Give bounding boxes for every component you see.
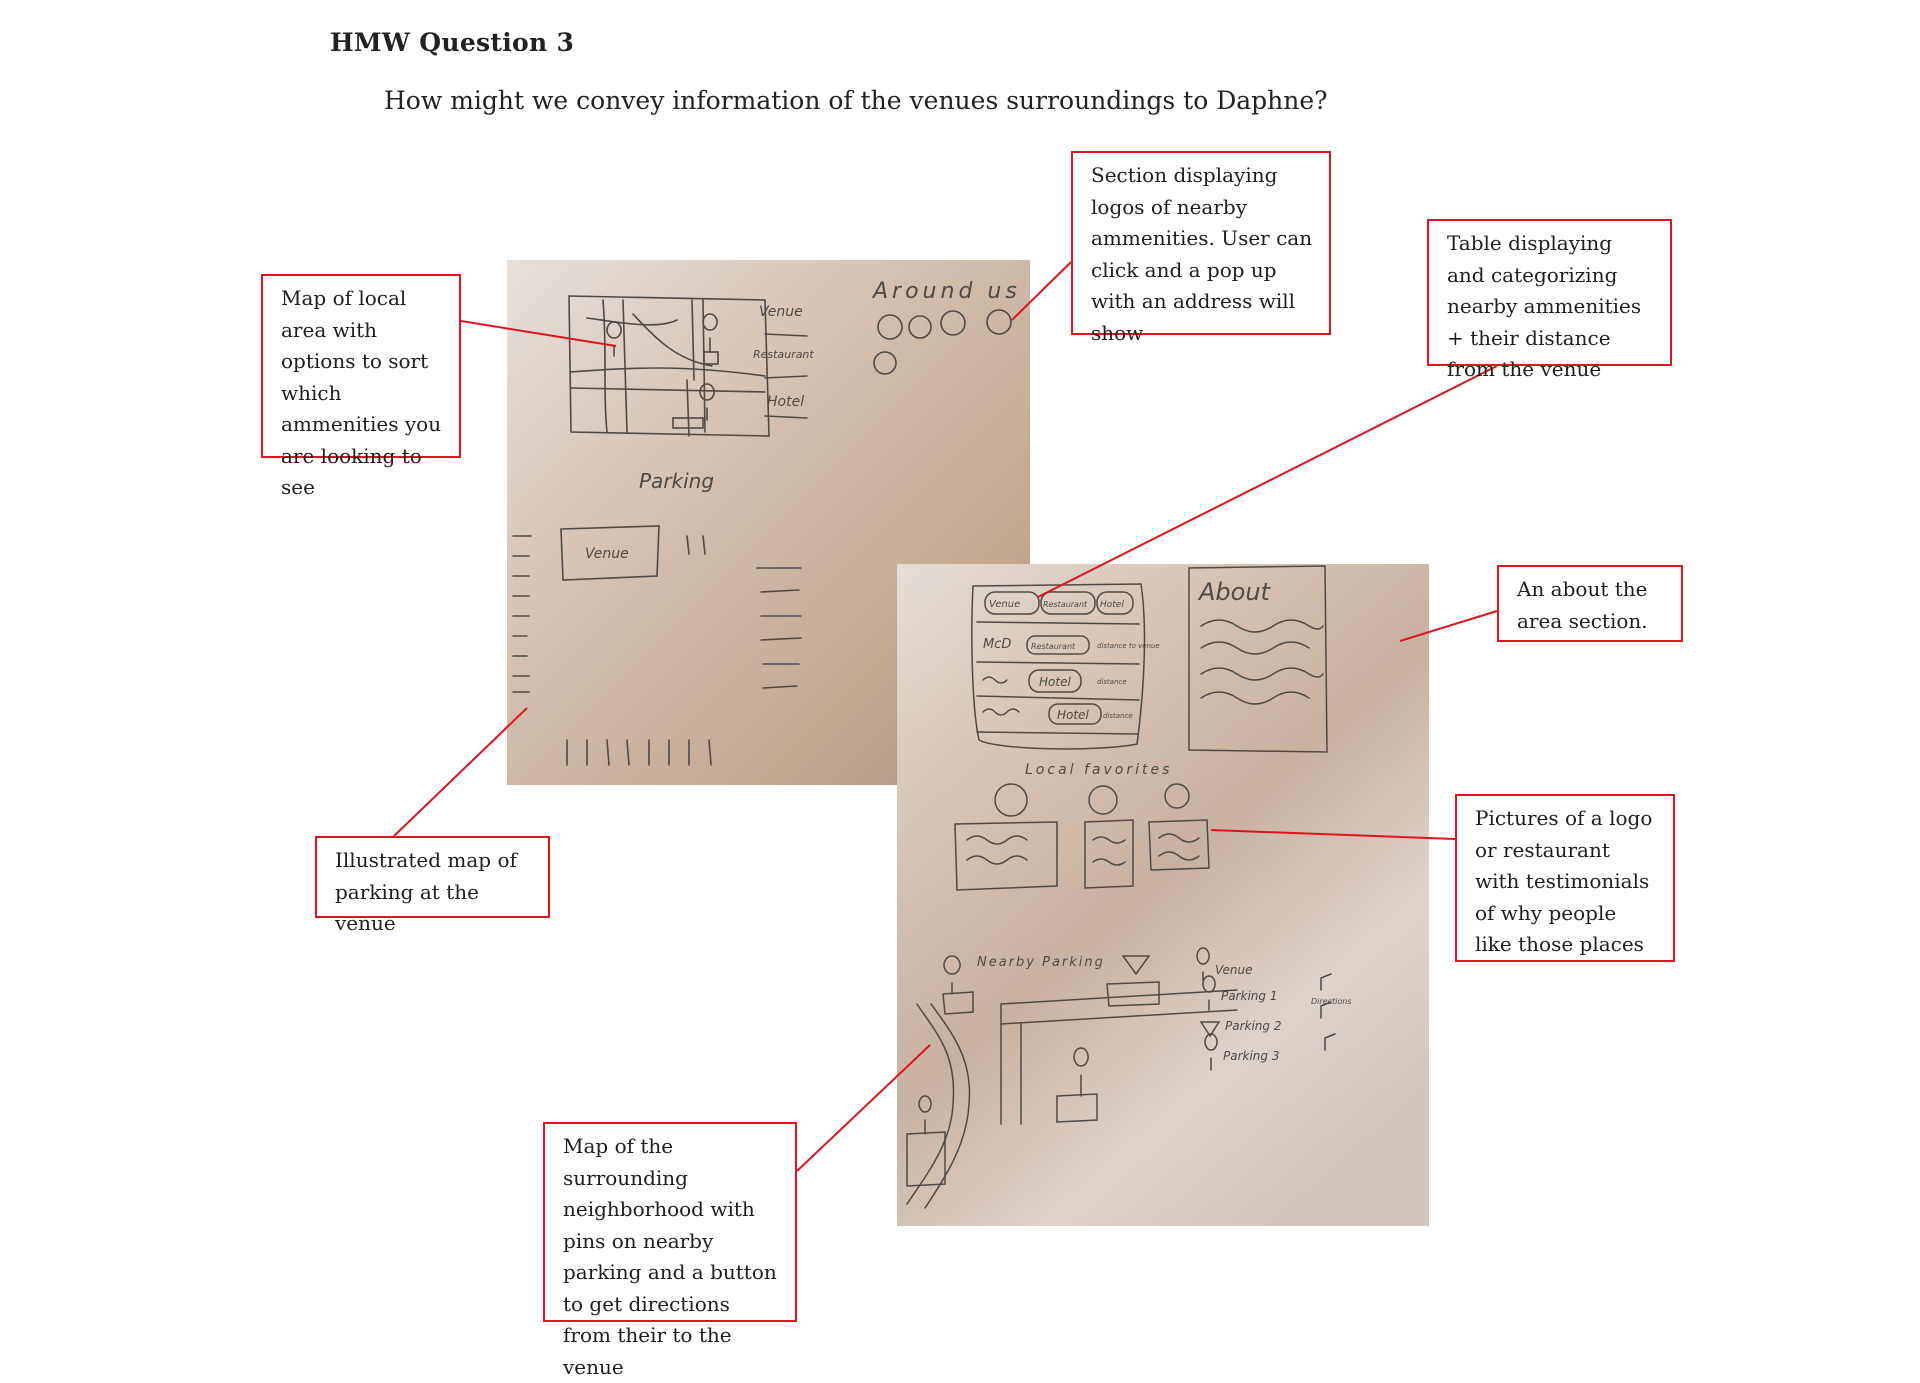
sketch1-hotel-label: Hotel — [767, 394, 805, 410]
sketch2-local-favorites: Local favorites — [1025, 762, 1173, 778]
note-amenity-table: Table displaying and categorizing nearby ammenities + their distance from the venue — [1427, 219, 1672, 366]
sketch2-about-label: About — [1199, 578, 1270, 606]
sketch2-legend-venue: Venue — [1215, 963, 1253, 977]
sketch1-venue-box-label: Venue — [585, 546, 629, 562]
sketch2-nearby-parking: Nearby Parking — [977, 955, 1105, 970]
sketch2-row1-tag: Restaurant — [1031, 642, 1076, 651]
sketch2-tab-venue: Venue — [989, 599, 1021, 610]
note-map-local-area: Map of local area with options to sort which ammenities you are looking to see — [261, 274, 461, 458]
sketch1-around-us: Around us — [873, 279, 1021, 304]
leader-amenity-table — [1038, 366, 1497, 597]
sketch2-row3-tag: Hotel — [1057, 708, 1089, 722]
sketch2-legend-parking2: Parking 2 — [1225, 1019, 1282, 1033]
sketch1-venue-label: Venue — [759, 304, 803, 320]
note-local-favorites: Pictures of a logo or restaurant with testimonials of why people like those places — [1455, 794, 1675, 962]
sketch2-legend-parking3: Parking 3 — [1223, 1049, 1280, 1063]
note-parking-map: Illustrated map of parking at the venue — [315, 836, 550, 918]
sketch2-row2-dist: distance — [1097, 678, 1127, 686]
sketch2-legend-parking1: Parking 1 — [1221, 989, 1278, 1003]
sketch2-row2-tag: Hotel — [1039, 675, 1071, 689]
sketch2-directions-label: Directions — [1311, 997, 1352, 1006]
page-heading: HMW Question 3 — [330, 28, 575, 57]
sketch2-tab-hotel: Hotel — [1100, 600, 1124, 610]
hmw-question: How might we convey information of the venues surroundings to Daphne? — [384, 86, 1328, 115]
note-surrounding-map: Map of the surrounding neighborhood with pins on nearby parking and a button to get directions from their to the venue — [543, 1122, 797, 1322]
sketch1-parking-label: Parking — [639, 469, 715, 493]
sketch-photo-2 — [897, 564, 1429, 1226]
sketch2-tab-restaurant: Restaurant — [1043, 600, 1088, 609]
sketch2-row3-dist: distance — [1103, 712, 1133, 720]
sketch2-row1-name: McD — [983, 637, 1012, 652]
note-amenity-logos: Section displaying logos of nearby ammenities. User can click and a pop up with an address will show — [1071, 151, 1331, 335]
note-about-area: An about the area section. — [1497, 565, 1683, 642]
sketch2-row1-dist: distance to venue — [1097, 642, 1160, 650]
sketch1-restaurant-label: Restaurant — [753, 348, 814, 361]
